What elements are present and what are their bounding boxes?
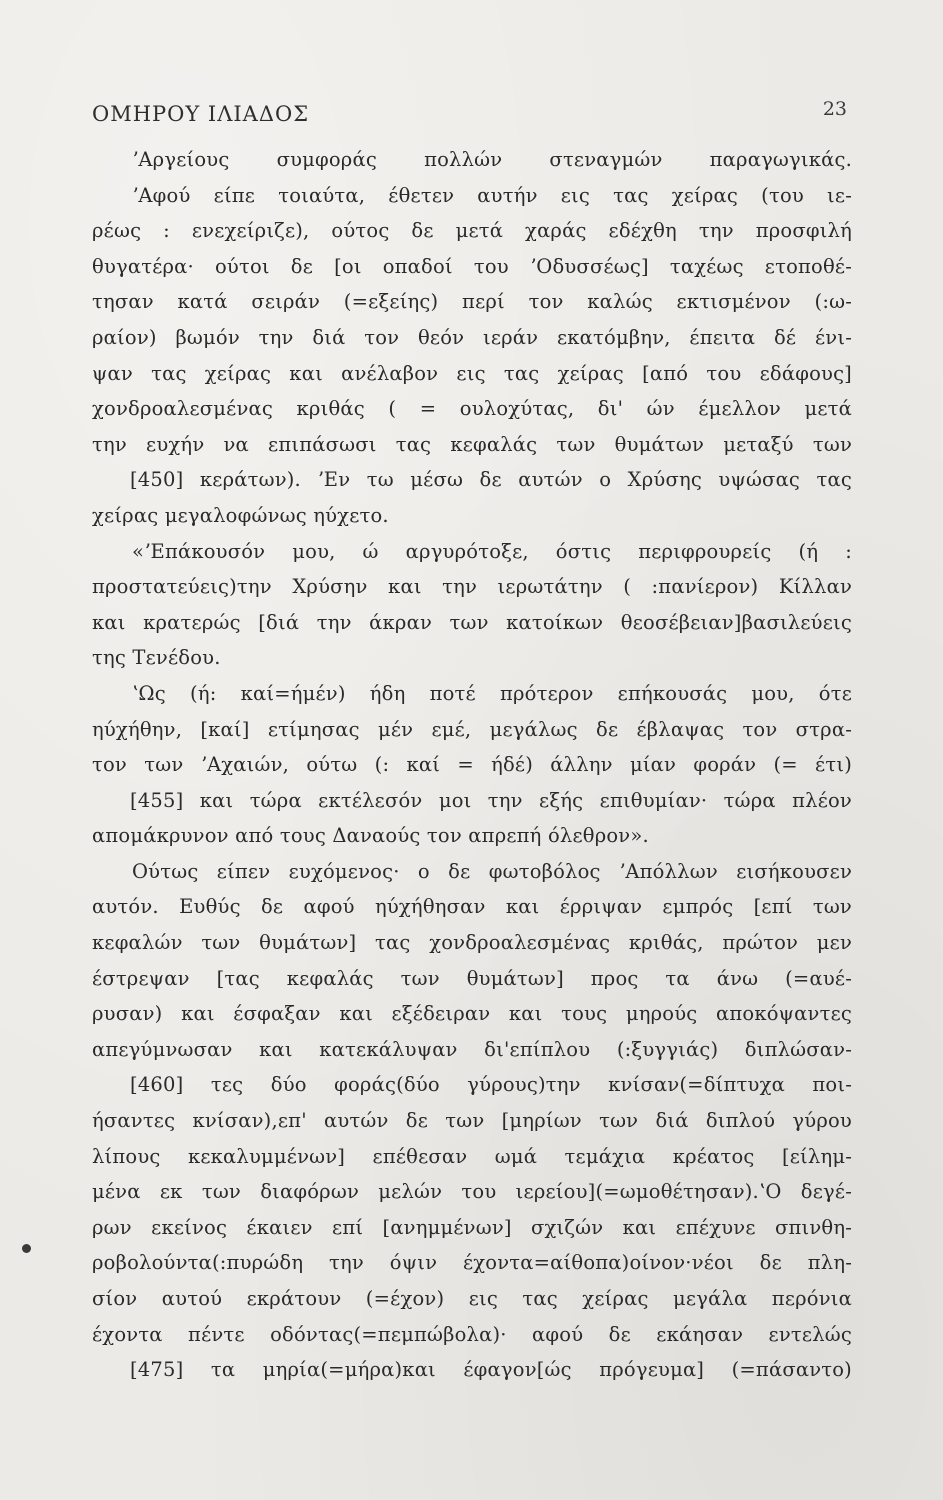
- text-line: ροβολούντα(:πυρώδη την όψιν έχοντα=αίθοπα)οίνον·νέοι δε πλη-: [92, 1251, 852, 1275]
- ink-speck: [22, 1244, 31, 1253]
- body-text: [92, 142, 852, 1388]
- text-line: αυτόν. Ευθύς δε αφού ηύχήθησαν και έρριψαν εμπρός [επί των: [92, 895, 852, 919]
- text-line: τον των ʼΑχαιών, ούτω (: καί = ήδέ) άλλην μίαν φοράν (= έτι): [92, 753, 852, 777]
- text-line: ρυσαν) και έσφαξαν και εξέδειραν και τους μηρούς αποκόψαντες: [92, 1002, 852, 1026]
- page-number: 23: [822, 98, 847, 120]
- text-line: μένα εκ των διαφόρων μελών του ιερείου](=ωμοθέτησαν).ʽΟ δεγέ-: [92, 1180, 852, 1204]
- text-line: θυγατέρα· ούτοι δε [οι οπαδοί του ʼΟδυσσέως] ταχέως ετοποθέ-: [92, 254, 852, 278]
- text-line: ʼΑργείους συμφοράς πολλών στεναγμών παραγωγικάς.: [132, 148, 852, 171]
- text-line: Ούτως είπεν ευχόμενος· ο δε φωτοβόλος ʼΑπόλλων εισήκουσεν: [132, 859, 852, 883]
- text-line: χείρας μεγαλοφώνως ηύχετο.: [92, 503, 389, 527]
- verse-line: [455] και τώρα εκτέλεσόν μοι την εξής επιθυμίαν· τώρα πλέον: [130, 788, 852, 812]
- text-line: ψαν τας χείρας και ανέλαβον εις τας χείρας [από του εδάφους]: [92, 361, 852, 385]
- running-title: ΟΜΗΡΟΥ ΙΛΙΑΔΟΣ: [92, 102, 310, 126]
- verse-line: [460] τες δύο φοράς(δύο γύρους)την κνίσαν(=δίπτυχα ποι-: [130, 1073, 852, 1097]
- text-line: της Τενέδου.: [92, 646, 221, 670]
- text-line: προστατεύεις)την Χρύσην και την ιερωτάτην ( :πανίερον) Κίλλαν: [92, 575, 852, 599]
- text-line: ραίον) βωμόν την διά τον θεόν ιεράν εκατόμβην, έπειτα δέ ένι-: [92, 325, 852, 349]
- text-line: έχοντα πέντε οδόντας(=πεμπώβολα)· αφού δε εκάησαν εντελώς: [92, 1322, 852, 1346]
- text-line: σίον αυτού εκράτουν (=έχον) εις τας χείρας μεγάλα περόνια: [92, 1287, 852, 1310]
- text-line: έστρεψαν [τας κεφαλάς των θυμάτων] προς τα άνω (=αυέ-: [92, 966, 852, 990]
- text-line: ʼΑφού είπε τοιαύτα, έθετεν αυτήν εις τας χείρας (του ιε-: [132, 183, 852, 207]
- text-line: χονδροαλεσμένας κριθάς ( = ουλοχύτας, δι' ών έμελλον μετά: [92, 397, 852, 421]
- text-line: ρων εκείνος έκαιεν επί [ανημμένων] σχιζών και επέχυνε σπινθη-: [92, 1215, 852, 1239]
- text-line: απεγύμνωσαν και κατεκάλυψαν δι'επίπλου (:ξυγγιάς) διπλώσαν-: [92, 1037, 852, 1061]
- verse-line: [450] κεράτων). ʼΕν τω μέσω δε αυτών ο Χρύσης υψώσας τας: [130, 468, 852, 492]
- text-line: κεφαλών των θυμάτων] τας χονδροαλεσμένας κριθάς, πρώτον μεν: [92, 931, 852, 955]
- text-line: ήσαντες κνίσαν),επ' αυτών δε των [μηρίων των διά διπλού γύρου: [92, 1109, 852, 1133]
- text-line: λίπους κεκαλυμμένων] επέθεσαν ωμά τεμάχια κρέατος [είλημ-: [92, 1144, 852, 1168]
- text-line: την ευχήν να επιπάσωσι τας κεφαλάς των θυμάτων μεταξύ των: [92, 432, 852, 456]
- text-line: τησαν κατά σειράν (=εξείης) περί τον καλώς εκτισμένον (:ω-: [92, 290, 852, 314]
- page-header: [92, 96, 847, 136]
- text-line: ʽΩς (ή: καί=ήμέν) ήδη ποτέ πρότερον επήκουσάς μου, ότε: [132, 681, 852, 705]
- text-line: και κρατερώς [διά την άκραν των κατοίκων θεοσέβειαν]βασιλεύεις: [92, 610, 852, 634]
- text-line: ηύχήθην, [καί] ετίμησας μέν εμέ, μεγάλως δε έβλαψας τον στρα-: [92, 717, 852, 741]
- text-line: «ʼΕπάκουσόν μου, ώ αργυρότοξε, όστις περιφρουρείς (ή :: [132, 539, 852, 563]
- text-line: ρέως : ενεχείριζε), ούτος δε μετά χαράς εδέχθη την προσφιλή: [92, 219, 852, 243]
- text-line: απομάκρυνον από τους Δαναούς τον απρεπή όλεθρον».: [92, 824, 649, 848]
- verse-line: [475] τα μηρία(=μήρα)και έφαγον[ώς πρόγευμα] (=πάσαντο): [130, 1358, 852, 1382]
